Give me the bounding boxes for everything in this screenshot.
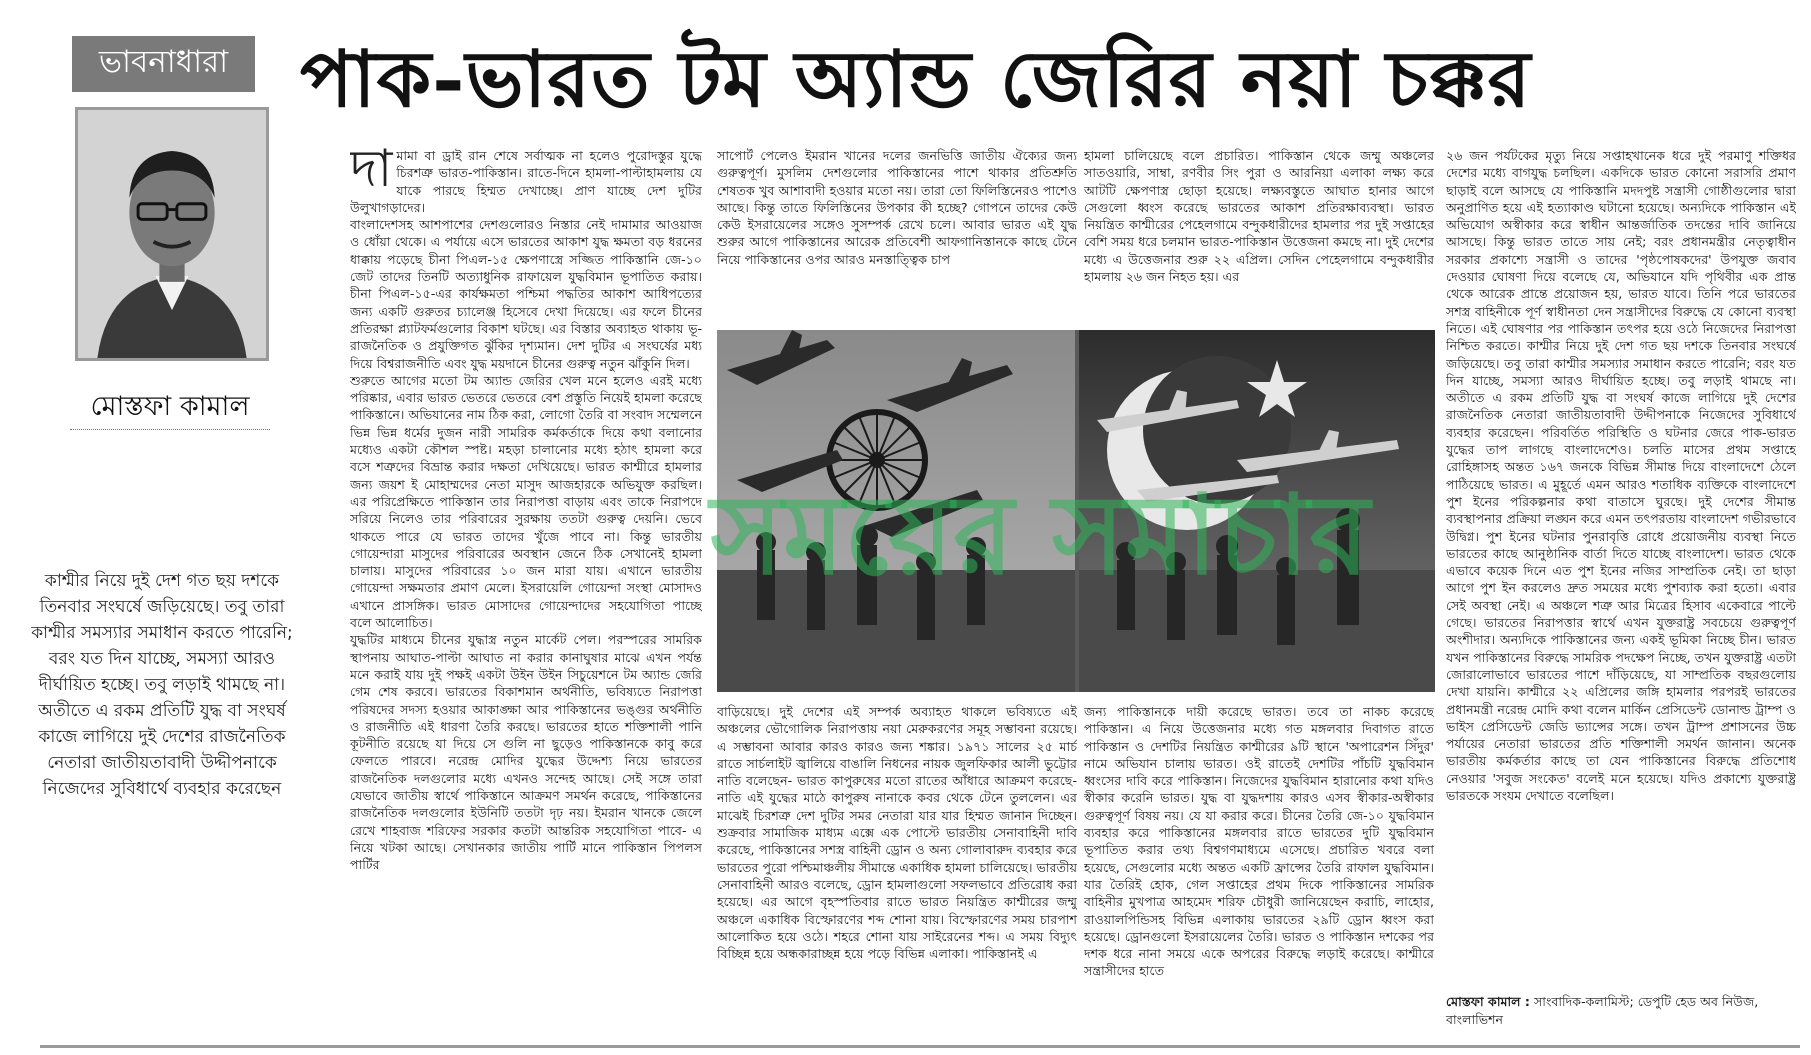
bottom-divider bbox=[40, 1045, 1800, 1048]
byline-role: সাংবাদিক-কলামিস্ট; ডেপুটি হেড অব নিউজ, বাংলাভিশন bbox=[1446, 994, 1759, 1027]
paragraph: যুদ্ধটির মাধ্যমে চীনের যুদ্ধাস্ত্র নতুন মার্কেট পেল। পরস্পরের সামরিক স্থাপনায় আঘাত-পাল্টা আঘাত না করার কানাঘুষার মাঝে এখন পর্যন্ত মনে করাই যায় দুই পক্ষই একটা উইন উইন সিচুয়েশনে টম অ্যান্ড জেরি গেম শেষ করবে। ভারতের বিকাশমান অর্থনীতি, ভবিষ্যতে নিরাপত্তা পরিষদের সদস্য হওয়ার আকাঙ্ক্ষা আর পাকিস্তানের ভঙ্গুর অর্থনীতি ও রাজনীতি এই ধারণা তৈরি করছে। ভারতের হাতে শক্তিশালী পানি কূটনীতি রয়েছে যা দিয়ে সে গুলি না ছুড়েও পাকিস্তানকে কাবু করে ফেলতে পারবে। নরেন্দ্র মোদির যুদ্ধের উদ্দেশ্য নিয়ে ভারতের রাজনৈতিক দলগুলোর মধ্যে এখনও সন্দেহ আছে। সেই সঙ্গে তারা যেভাবে জাতীয় স্বার্থে পাকিস্তানে আক্রমণ সমর্থন করেছে, পাকিস্তানের রাজনৈতিক দলগুলোর ইউনিটি ততটা দৃঢ় নয়। ইমরান খানকে জেলে রেখে শাহবাজ শরিফের সরকার কতটা আন্তরিক সহযোগিতা পাবে- এ নিয়ে খটকা আছে। সেখানকার জাতীয় পার্টি মানে পাকিস্তান পিপলস পার্টির bbox=[350, 632, 702, 873]
author-photo bbox=[75, 107, 269, 361]
drop-cap: দা bbox=[350, 147, 393, 199]
paragraph: বাড়িয়েছে। দুই দেশের এই সম্পর্ক অব্যাহত থাকলে ভবিষ্যতে এই অঞ্চলের ভৌগোলিক নিরাপত্তায় নয়া মেরুকরণের সমূহ সম্ভাবনা রয়েছে। এ সম্ভাবনা আবার কারও কারও জন্য শঙ্কার। ১৯৭১ সালের ২৫ মার্চ রাতে সার্চলাইট জ্বালিয়ে বাঙালি নিধনের নায়ক জুলফিকার আলী ভুট্টোর নাতি বলেছেন- ভারত কাপুরুষের মতো রাতের আঁধারে আক্রমণ করেছে- নাতি এই যুদ্ধের মাঠে কাপুরুষ নানাকে কবর থেকে টেনে তুললেন। এর মাঝেই চিরশত্রু দেশ দুটির সমর নেতারা যার যার হিম্মত জানান দিচ্ছেন। শুক্রবার সামাজিক মাধ্যম এক্সে এক পোস্টে ভারতীয় সেনাবাহিনী দাবি করেছে, পাকিস্তানের সশস্ত্র বাহিনী ড্রোন ও অন্য গোলাবারুদ ব্যবহার করে ভারতের পুরো পশ্চিমাঞ্চলীয় সীমান্তে একাধিক হামলা চালিয়েছে। ভারতীয় সেনাবাহিনী আরও বলেছে, ড্রোন হামলাগুলো সফলভাবে প্রতিরোধ করা হয়েছে। এর আগে বৃহস্পতিবার রাতে ভারত নিয়ন্ত্রিত কাশ্মীরের জম্মু অঞ্চলে একাধিক বিস্ফোরণের শব্দ শোনা যায়। বিস্ফোরণের সময় চারপাশ আলোকিত হয়ে ওঠে। শহরে শোনা যায় সাইরেনের শব্দ। এ সময় বিদ্যুৎ বিচ্ছিন্ন হয়ে অন্ধকারাচ্ছন্ন হয়ে পড়ে বিভিন্ন এলাকা। পাকিস্তানই এ bbox=[717, 704, 1077, 962]
watermark: সময়ের সমাচার bbox=[710, 471, 1370, 599]
article-photo bbox=[717, 330, 1435, 692]
paragraph: শুরুতে আগের মতো টম অ্যান্ড জেরির খেল মনে হলেও এরই মধ্যে পরিষ্কার, এবার ভারত ভেতরে ভেতরে বেশ প্রস্তুতি নিয়েই হামলা করেছে পাকিস্তানে। অভিযানের নাম ঠিক করা, লোগো তৈরি বা সংবাদ সম্মেলনে ভিন্ন ভিন্ন ধর্মের দুজন নারী সামরিক কর্মকর্তাকে দিয়ে কথা বলানোর মধ্যেও একটা কৌশল স্পষ্ট। মহড়া চালানোর মধ্যে হঠাৎ হামলা করে বসে শত্রুদের বিভ্রান্ত করার দক্ষতা দেখিয়েছে। ভারত কাশ্মীরে হামলার জন্য জয়শ ই মোহাম্মদের নেতা মাসুদ আজহারকে অভিযুক্ত করছিল। এর পরিপ্রেক্ষিতে পাকিস্তান তার নিরাপত্তা বাড়ায় এবং তাকে নিরাপদে সরিয়ে নিলেও তার পরিবারের সুরক্ষায় ততটা গুরুত্ব দেয়নি। ভেবে থাকতে পারে যে ভারত তাদের খুঁজে পাবে না। কিন্তু ভারতীয় গোয়েন্দারা মাসুদের পরিবারের অবস্থান জেনে ঠিক সেখানেই হামলা চালায়। মাসুদের পরিবারের ১০ জন মারা যায়। এখানে ভারতীয় গোয়েন্দা সক্ষমতার প্রমাণ মেলে। ইসরায়েলি গোয়েন্দা সংস্থা মোসাদও এখানে প্রাসঙ্গিক। ভারত মোসাদের গোয়েন্দাদের সহযোগিতা পাচ্ছে বলে আলোচিত। bbox=[350, 372, 702, 631]
article-column-2-top bbox=[717, 147, 1077, 323]
byline-name: মোস্তফা কামাল : bbox=[1446, 994, 1530, 1009]
pull-quote: কাশ্মীর নিয়ে দুই দেশ গত ছয় দশকে তিনবার সংঘর্ষে জড়িয়েছে। তবু তারা কাশ্মীর সমস্যার সমাধান করতে পারেনি; বরং যত দিন যাচ্ছে, সমস্যা আরও দীর্ঘায়িত হচ্ছে। তবু লড়াই থামছে না। অতীতে এ রকম প্রতিটি যুদ্ধ বা সংঘর্ষ কাজে লাগিয়ে দুই দেশের রাজনৈতিক নেতারা জাতীয়তাবাদী উদ্দীপনাকে নিজেদের সুবিধার্থে ব্যবহার করেছেন bbox=[31, 571, 293, 799]
paragraph: জন্য পাকিস্তানকে দায়ী করেছে ভারত। তবে তা নাকচ করেছে পাকিস্তান। এ নিয়ে উত্তেজনার মধ্যে গত মঙ্গলবার দিবাগত রাতে পাকিস্তান ও দেশটির নিয়ন্ত্রিত কাশ্মীরের ৯টি স্থানে 'অপারেশন সিঁদুর' নামে অভিযান চালায় ভারত। ওই রাতেই দেশটির পাঁচটি যুদ্ধবিমান ধ্বংসের দাবি করে পাকিস্তান। নিজেদের যুদ্ধবিমান হারানোর কথা যদিও স্বীকার করেনি ভারত। যুদ্ধ বা যুদ্ধদশায় কারও এসব স্বীকার-অস্বীকার গুরুত্বপূর্ণ বিষয় নয়। যে যা করার করে। চীনের তৈরি জে-১০ যুদ্ধবিমান ব্যবহার করে পাকিস্তানের মঙ্গলবার রাতে ভারতের দুটি যুদ্ধবিমান ভূপাতিত করার তথ্য বিশ্বগণমাধ্যমে এসেছে। প্রচারিত খবরে বলা হয়েছে, সেগুলোর মধ্যে অন্তত একটি ফ্রান্সের তৈরি রাফাল যুদ্ধবিমান। যার তৈরিই হোক, গেল সপ্তাহের প্রথম দিকে পাকিস্তানের সামরিক বাহিনীর মুখপাত্র আহমেদ শরিফ চৌধুরী জানিয়েছেন করাচি, লাহোর, রাওয়ালপিন্ডিসহ বিভিন্ন এলাকায় ভারতের ২৯টি ড্রোন ধ্বংস করা হয়েছে। ড্রোনগুলো ইসরায়েলের তৈরি। ভারত ও পাকিস্তান দশকের পর দশক ধরে নানা সময়ে একে অপরের বিরুদ্ধে লড়াই করেছে। কাশ্মীরে সন্ত্রাসীদের হাতে bbox=[1084, 704, 1434, 979]
paragraph: হামলা চালিয়েছে বলে প্রচারিত। পাকিস্তান থেকে জম্মু অঞ্চলের সাতওয়ারি, সাম্বা, রণবীর সিং পুরা ও আরনিয়া এলাকা লক্ষ্য করে আটটি ক্ষেপণাস্ত্র ছোড়া হয়েছে। লক্ষ্যবস্তুতে আঘাত হানার আগে সেগুলো ধ্বংস করেছে ভারতের আকাশ প্রতিরক্ষাব্যবস্থা। ভারত নিয়ন্ত্রিত কাশ্মীরের পেহেলগামে বন্দুকধারীদের হামলার পর দুই সপ্তাহের বেশি সময় ধরে চলমান ভারত-পাকিস্তান উত্তেজনা কমছে না। দুই দেশের মধ্যে এ উত্তেজনার শুরু ২২ এপ্রিল। সেদিন পেহেলগামে বন্দুকধারীর হামলায় ২৬ জন নিহত হয়। এর bbox=[1084, 148, 1434, 285]
paragraph: বাংলাদেশসহ আশপাশের দেশগুলোরও নিস্তার নেই দামামার আওয়াজ ও ধোঁয়া থেকে। এ পর্যায়ে এসে ভারতের আকাশ যুদ্ধ ক্ষমতা বড় ধরনের ধাক্কায় পড়েছে চীনা পিএল-১৫ ক্ষেপণাস্ত্রে সজ্জিত পাকিস্তানি জে-১০ জেট তাদের তিনটি অত্যাধুনিক রাফায়েল যুদ্ধবিমান ভূপাতিত করায়। চীনা পিএল-১৫-এর কার্যক্ষমতা পশ্চিমা পদ্ধতির আকাশ আধিপত্যের জন্য একটি গুরুতর চ্যালেঞ্জ হিসেবে দেখা দিয়েছে। এর ফলে চীনের প্রতিরক্ষা প্ল্যাটফর্মগুলোর বিকাশ ঘটছে। এর বিস্তার অব্যাহত থাকায় ভূ-রাজনৈতিক ও প্রযুক্তিগত ঝুঁকির দৃশ্যমান। দেশ দুটির এ সংঘর্ষের মধ্য দিয়ে বিশ্বরাজনীতি এবং যুদ্ধ ময়দানে চীনের গুরুত্ব নতুন ঝাঁকুনি দিল। bbox=[350, 217, 702, 371]
author-name: মোস্তফা কামাল bbox=[70, 385, 270, 430]
author-byline bbox=[1446, 993, 1796, 1037]
section-label: ভাবনাধারা bbox=[72, 36, 255, 92]
paragraph: ২৬ জন পর্যটকের মৃত্যু নিয়ে সপ্তাহখানেক ধরে দুই পরমাণু শক্তিধর দেশের মধ্যে বাগযুদ্ধ চলছিল। একদিকে ভারত কোনো সরাসরি প্রমাণ ছাড়াই বলে আসছে যে পাকিস্তানি মদদপুষ্ট সন্ত্রাসী গোষ্ঠীগুলোর দ্বারা অনুপ্রাণিত হয়ে এই হত্যাকাণ্ড ঘটানো হয়েছে। অন্যদিকে পাকিস্তান এই অভিযোগ অস্বীকার করে স্বাধীন আন্তর্জাতিক তদন্তের দাবি জানিয়ে আসছে। কিন্তু ভারত তাতে সায় নেই; বরং প্রধানমন্ত্রীর নেতৃত্বাধীন সরকার প্রকাশ্যে সন্ত্রাসী ও তাদের 'পৃষ্ঠপোষকদের' উপযুক্ত জবাব দেওয়ার ঘোষণা দিয়ে বলেছে যে, অভিযানে যদি পৃথিবীর এক প্রান্ত থেকে আরেক প্রান্তে প্রয়োজন হয়, ভারত যাবে। তিনি পরে ভারতের সশস্ত্র বাহিনীকে পূর্ণ স্বাধীনতা দেন সন্ত্রাসীদের বিরুদ্ধে যে কোনো ব্যবস্থা নিতে। এই ঘোষণার পর পাকিস্তান তৎপর হয়ে ওঠে নিজেদের নিরাপত্তা নিশ্চিত করতে। কাশ্মীর নিয়ে দুই দেশ গত ছয় দশকে তিনবার সংঘর্ষে জড়িয়েছে। তবু তারা কাশ্মীর সমস্যার সমাধান করতে পারেনি; বরং যত দিন যাচ্ছে, সমস্যা আরও দীর্ঘায়িত হচ্ছে। তবু লড়াই থামছে না। অতীতে এ রকম প্রতিটি যুদ্ধ বা সংঘর্ষ কাজে লাগিয়ে দুই দেশের রাজনৈতিক নেতারা জাতীয়তাবাদী উদ্দীপনাকে নিজেদের সুবিধার্থে ব্যবহার করেছেন। পরিবর্তিত পরিস্থিতি ও ঘটনার জেরে পাক-ভারত যুদ্ধের তাপ লাগছে বাংলাদেশেও। চলতি মাসের প্রথম সপ্তাহে রোহিঙ্গাসহ অন্তত ১৬৭ জনকে বিভিন্ন সীমান্ত দিয়ে বাংলাদেশে ঠেলে পাঠিয়েছে ভারত। এ মুহূর্তে এমন আরও শতাধিক ব্যক্তিকে বাংলাদেশে পুশ ইনের পরিকল্পনার কথা বাতাসে ঘুরছে। দুই দেশের সীমান্ত ব্যবস্থাপনার প্রক্রিয়া লঙ্ঘন করে এমন তৎপরতায় বাংলাদেশ গভীরভাবে উদ্বিগ্ন। পুশ ইনের ঘটনার পুনরাবৃত্তি রোধে প্রয়োজনীয় ব্যবস্থা নিতে ভারতের কাছে আনুষ্ঠানিক বার্তা দিতে যাচ্ছে বাংলাদেশ। ভারত থেকে এভাবে কয়েক দিনে এত পুশ ইনের নজির সাম্প্রতিক নেই। তা ছাড়া আগে পুশ ইন করলেও দ্রুত সময়ের মধ্যে পুশব্যাক করা হতো। এবার সেই অবস্থা নেই। এ অঞ্চলে শত্রু আর মিত্রের হিসাব একেবারে পাল্টে গেছে। ভারতের নিরাপত্তার স্বার্থে এখন যুক্তরাষ্ট্র সবচেয়ে গুরুত্বপূর্ণ অংশীদার। অন্যদিকে পাকিস্তানের জন্য একই ভূমিকা নিচ্ছে চীন। ভারত যখন পাকিস্তানের বিরুদ্ধে সামরিক পদক্ষেপ নিচ্ছে, তখন যুক্তরাষ্ট্র এতটা জোরালোভাবে ভারতের পাশে দাঁড়িয়েছে, যা সাম্প্রতিক বছরগুলোয় দেখা যায়নি। কাশ্মীরে ২২ এপ্রিলের জঙ্গি হামলার পরপরই ভারতের প্রধানমন্ত্রী নরেন্দ্র মোদি কথা বলেন মার্কিন প্রেসিডেন্ট ডোনাল্ড ট্রাম্প ও ভাইস প্রেসিডেন্ট জেডি ভ্যান্সের সঙ্গে। তখন ট্রাম্প প্রশাসনের উচ্চ পর্যায়ের নেতারা ভারতের প্রতি শক্তিশালী সমর্থন জানান। অনেক ভারতীয় কর্মকর্তার কাছে তা যেন পাকিস্তানের বিরুদ্ধে প্রতিশোধ নেওয়ার 'সবুজ সংকেত' বলেই মনে হয়েছে। যদিও প্রকাশ্যে যুক্তরাষ্ট্র ভারতকে সংযম দেখাতে বলেছিল। bbox=[1446, 148, 1796, 803]
article-column-1 bbox=[350, 147, 702, 1027]
paragraph: সাপোর্ট পেলেও ইমরান খানের দলের জনভিত্তি জাতীয় ঐক্যের জন্য গুরুত্বপূর্ণ। মুসলিম দেশগুলোর পাকিস্তানের পাশে থাকার প্রতিশ্রুতি শেষতক খুব আশাবাদী হওয়ার মতো নয়। তারা তো ফিলিস্তিনেরও পাশেও আছে। কিন্তু তাতে ফিলিস্তিনের উপকার কী হচ্ছে? গোপনে তাদের কেউ কেউ ইসরায়েলের সঙ্গেও সুসম্পর্ক রেখে চলে। আবার ভারত এই যুদ্ধ শুরুর আগে পাকিস্তানের আরেক প্রতিবেশী আফগানিস্তানকে কাছে টেনে নিয়ে পাকিস্তানের ওপর আরও মনস্তাত্ত্বিক চাপ bbox=[717, 148, 1077, 267]
article-column-3-bottom bbox=[1084, 703, 1434, 1033]
article-column-3-top bbox=[1084, 147, 1434, 323]
paragraph: মামা বা ড্রাই রান শেষে সর্বাত্মক না হলেও পুরোদস্তুর যুদ্ধে চিরশত্রু ভারত-পাকিস্তান। রাতে-দিনে হামলা-পাল্টাহামলায় যে যাকে পারছে হিম্মত দেখাচ্ছে। প্রাণ যাচ্ছে দেশ দুটির উলুখাগড়াদের। bbox=[350, 148, 702, 215]
headline: পাক-ভারত টম অ্যান্ড জেরির নয়া চক্কর bbox=[300, 34, 1532, 125]
article-column-2-bottom bbox=[717, 703, 1077, 1033]
article-column-4 bbox=[1446, 147, 1796, 977]
